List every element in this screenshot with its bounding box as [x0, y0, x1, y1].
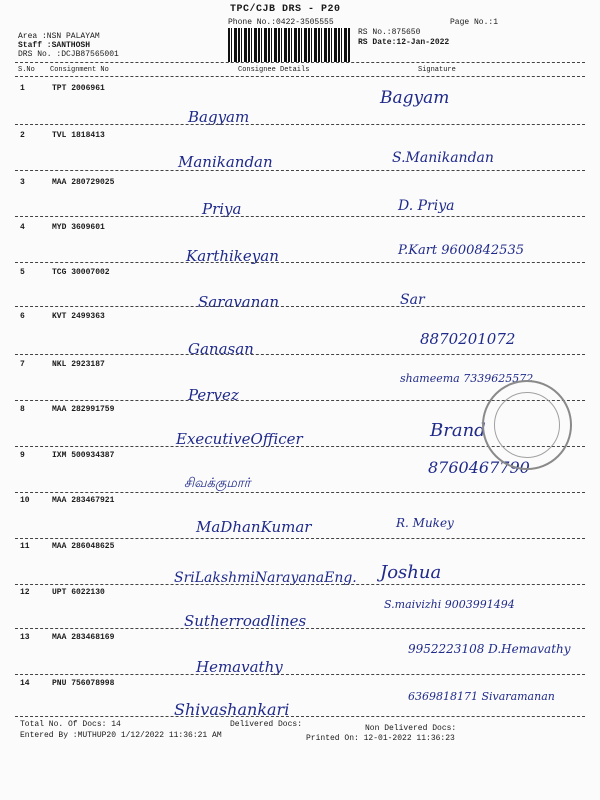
row-consignment: KVT 2499363 [52, 312, 105, 321]
column-header-sno: S.No [18, 66, 35, 74]
consignee-name: Priya [202, 200, 242, 218]
drs-number: DRS No. :DCJB87565001 [18, 50, 119, 59]
consignee-signature: D. Priya [398, 198, 455, 214]
consignee-signature: S.Manikandan [392, 150, 494, 166]
consignee-name: ExecutiveOfficer [176, 430, 303, 448]
rs-number: RS No.:875650 [358, 28, 421, 37]
consignee-name: Saravanan [198, 293, 280, 311]
row-consignment: TCG 30007002 [52, 268, 110, 277]
consignee-signature: 6369818171 Sivaramanan [408, 690, 555, 703]
row-sno: 2 [20, 131, 25, 140]
row-sno: 1 [20, 84, 25, 93]
row-sno: 13 [20, 633, 30, 642]
consignee-signature: Bagyam [380, 88, 450, 108]
consignee-signature: 8760467790 [428, 458, 530, 477]
divider [15, 76, 585, 77]
column-header-details: Consignee Details [238, 66, 310, 74]
divider [15, 538, 585, 539]
printed-on: Printed On: 12-01-2022 11:36:23 [306, 734, 455, 743]
consignee-name: Sutherroadlines [184, 612, 307, 630]
consignee-name: Hemavathy [196, 658, 283, 676]
consignee-signature: Sar [400, 292, 425, 308]
divider [15, 628, 585, 629]
non-delivered-docs: Non Delivered Docs: [365, 724, 457, 733]
consignee-signature: R. Mukey [396, 516, 454, 530]
row-sno: 6 [20, 312, 25, 321]
row-consignment: MAA 280729025 [52, 178, 115, 187]
divider [15, 306, 585, 307]
row-consignment: UPT 6022130 [52, 588, 105, 597]
row-consignment: MAA 286048625 [52, 542, 115, 551]
row-sno: 9 [20, 451, 25, 460]
consignee-name: Pervez [188, 386, 239, 404]
row-consignment: TVL 1818413 [52, 131, 105, 140]
delivery-stamp [482, 380, 572, 470]
area-label: Area :NSN PALAYAM [18, 32, 100, 41]
total-docs: Total No. Of Docs: 14 [20, 720, 121, 729]
divider [15, 716, 585, 717]
row-consignment: TPT 2006961 [52, 84, 105, 93]
row-sno: 14 [20, 679, 30, 688]
divider [15, 216, 585, 217]
row-consignment: MAA 283468169 [52, 633, 115, 642]
consignee-name: Karthikeyan [186, 247, 279, 265]
row-sno: 10 [20, 496, 30, 505]
consignee-name: Bagyam [188, 108, 250, 126]
consignee-signature: S.maivizhi 9003991494 [384, 598, 515, 611]
divider [15, 262, 585, 263]
consignee-signature: 8870201072 [420, 330, 516, 348]
consignee-name: Ganasan [188, 340, 254, 358]
column-header-consignment: Consignment No [50, 66, 109, 74]
divider [15, 492, 585, 493]
row-consignment: PNU 756078998 [52, 679, 115, 688]
consignee-name: SriLakshmiNarayanaEng. [174, 570, 357, 586]
row-sno: 4 [20, 223, 25, 232]
row-sno: 11 [20, 542, 30, 551]
row-consignment: IXM 500934387 [52, 451, 115, 460]
row-sno: 8 [20, 405, 25, 414]
row-sno: 3 [20, 178, 25, 187]
delivered-docs: Delivered Docs: [230, 720, 303, 729]
consignee-signature: 9952223108 D.Hemavathy [408, 642, 571, 656]
page-number: Page No.:1 [450, 18, 499, 27]
consignee-name: Manikandan [178, 153, 273, 171]
consignee-signature: P.Kart 9600842535 [398, 243, 524, 258]
divider [15, 170, 585, 171]
row-sno: 5 [20, 268, 25, 277]
row-consignment: MAA 282991759 [52, 405, 115, 414]
divider [15, 674, 585, 675]
barcode [228, 28, 350, 62]
divider [15, 584, 585, 585]
row-consignment: MYD 3609601 [52, 223, 105, 232]
row-consignment: MAA 283467921 [52, 496, 115, 505]
divider [15, 62, 585, 63]
divider [15, 124, 585, 125]
consignee-name: MaDhanKumar [196, 518, 312, 536]
row-consignment: NKL 2923187 [52, 360, 105, 369]
column-header-signature: Signature [418, 66, 456, 74]
consignee-name: Shivashankari [174, 700, 290, 719]
entered-by: Entered By :MUTHUP20 1/12/2022 11:36:21 AM [20, 731, 222, 740]
rs-date: RS Date:12-Jan-2022 [358, 38, 450, 47]
consignee-signature: shameema 7339625572 [400, 372, 534, 385]
row-sno: 7 [20, 360, 25, 369]
consignee-signature: Joshua [380, 562, 442, 583]
consignee-name: சிவக்குமார் [184, 476, 251, 491]
consignee-signature: Brand [430, 420, 486, 441]
phone-number: Phone No.:0422-3505555 [228, 18, 334, 27]
document-title: TPC/CJB DRS - P20 [230, 4, 341, 15]
staff-label: Staff :SANTHOSH [18, 41, 91, 50]
divider [15, 354, 585, 355]
row-sno: 12 [20, 588, 30, 597]
